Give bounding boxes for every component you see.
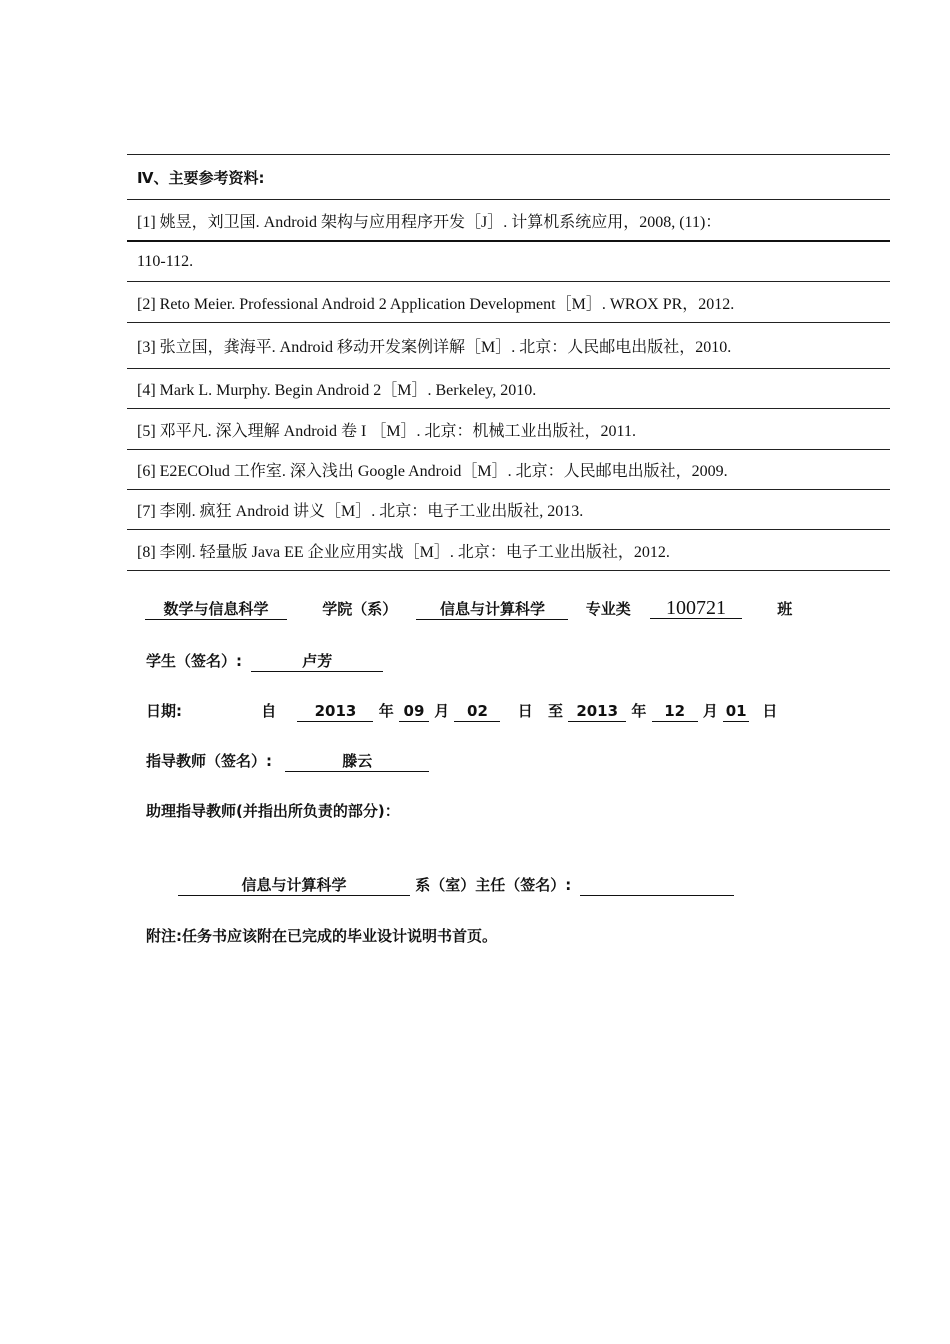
date-label: 日期: [146,702,182,720]
class-field[interactable]: 100721 [650,598,742,619]
reference-item: [6] E2ECOlud 工作室. 深入浅出 Google Android［M］. 北京：人民邮电出版社，2009. [127,450,890,490]
advisor-line [146,750,429,772]
college-field[interactable]: 数学与信息科学 [145,599,287,620]
college-label: 学院（系） [322,600,398,618]
student-label: 学生（签名）: [146,652,242,670]
class-label: 班 [777,600,793,618]
college-major-class-line [145,598,792,620]
date-from-label: 自 [261,702,277,720]
assistant-advisor-label: 助理指导教师(并指出所负责的部分)： [146,802,400,820]
date-line [146,700,777,722]
department-head-label: 系（室）主任（签名）: [415,876,572,894]
end-month-char: 月 [702,702,718,720]
reference-item: [4] Mark L. Murphy. Begin Android 2［M］. Berkeley, 2010. [127,369,890,409]
reference-item-continued: 110-112. [127,242,890,282]
footnote-text: 附注:任务书应该附在已完成的毕业设计说明书首页。 [146,927,498,945]
advisor-label: 指导教师（签名）: [146,752,272,770]
reference-item: [8] 李刚. 轻量版 Java EE 企业应用实战［M］. 北京：电子工业出版社，2012. [127,530,890,571]
student-signature-field[interactable]: 卢芳 [251,651,383,672]
start-year-char: 年 [378,702,394,720]
start-month-char: 月 [434,702,450,720]
end-year-field[interactable]: 2013 [568,701,626,722]
end-day-field[interactable]: 01 [723,701,749,722]
end-day-char: 日 [762,702,778,720]
department-head-line [178,874,734,896]
student-line [146,650,383,672]
reference-item: [1] 姚昱，刘卫国. Android 架构与应用程序开发［J］. 计算机系统应用，2008, (11)： [127,200,890,242]
major-field[interactable]: 信息与计算科学 [416,599,568,620]
end-year-char: 年 [631,702,647,720]
assistant-advisor-line [146,800,400,821]
department-field[interactable]: 信息与计算科学 [178,875,410,896]
reference-item: [5] 邓平凡. 深入理解 Android 卷 I ［M］. 北京：机械工业出版社，2011. [127,409,890,450]
date-to-label: 至 [547,702,563,720]
start-day-field[interactable]: 02 [454,701,500,722]
footnote [146,925,497,946]
major-label: 专业类 [585,600,631,618]
references-heading: Ⅳ、主要参考资料: [127,155,890,200]
start-month-field[interactable]: 09 [399,701,429,722]
references-table [127,154,890,571]
advisor-signature-field[interactable]: 滕云 [285,751,429,772]
reference-item: [3] 张立国，龚海平. Android 移动开发案例详解［M］. 北京：人民邮电出版社，2010. [127,323,890,369]
reference-item: [7] 李刚. 疯狂 Android 讲义［M］. 北京：电子工业出版社, 2013. [127,490,890,530]
start-day-char: 日 [517,702,533,720]
start-year-field[interactable]: 2013 [297,701,373,722]
department-head-signature-field[interactable] [580,875,734,896]
reference-item: [2] Reto Meier. Professional Android 2 Application Development［M］. WROX PR，2012. [127,282,890,323]
end-month-field[interactable]: 12 [652,701,698,722]
